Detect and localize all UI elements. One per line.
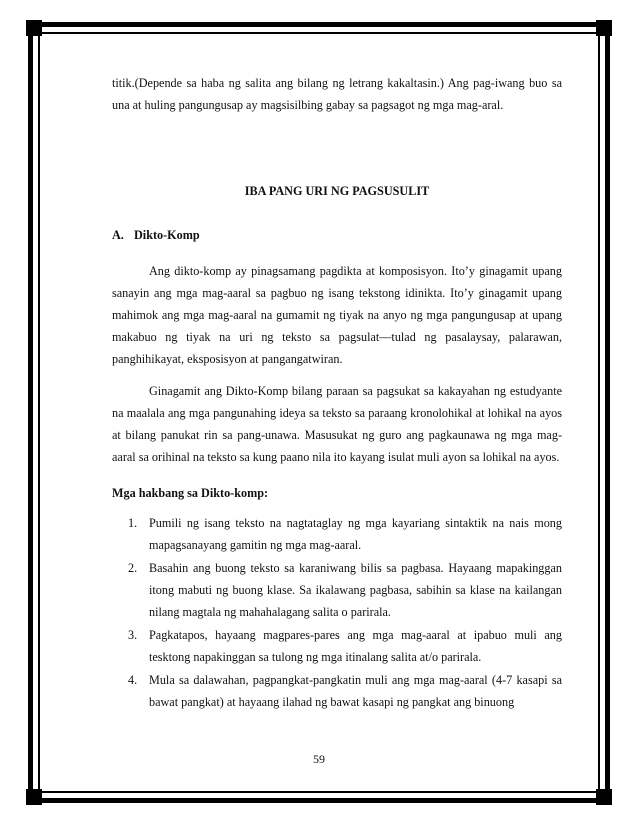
step-number: 4. [128,673,138,687]
border-corner-top-left [26,20,42,36]
step-text: Pumili ng isang teksto na nagtataglay ng mga kayariang sintaktik na nais mong mapagsanayang gamitin ng mga mag-aaral. [149,516,562,552]
step-number: 3. [128,628,138,642]
list-item [112,669,562,713]
step-text: Basahin ang buong teksto sa karaniwang bilis sa pagbasa. Hayaang mapakinggan itong mabuti ng buong klase. Sa ikalawang pagbasa, sabihin sa klase na kailangan nilang magtala ng mahahalagang salita o parirala. [149,561,562,619]
body-paragraph: Ginagamit ang Dikto-Komp bilang paraan sa pagsukat sa kakayahan ng estudyante na maalala ang mga pangunahing ideya sa teksto sa paraang kronolohikal at lohikal na ayos at bilang panukat rin sa pang-unawa. Masusukat ng guro ang pagkaunawa ng mga mag-aaral sa orihinal na teksto sa kung paano nila ito kayang isulat muli ayon sa lohikal na ayos. [112,384,562,464]
body-paragraph: Ang dikto-komp ay pinagsamang pagdikta at komposisyon. Ito’y ginagamit upang sanayin ang mga mag-aaral sa pagbuo ng isang tekstong idinikta. Ito’y ginagamit upang mahimok ang mga mag-aaral na gumamit ng tiyak na anyo ng mga pangungusap at upang makabuo ng tiyak na uri ng teksto sa pagsulat—tulad ng pasalaysay, palarawan, panghihikayat, eksposisyon at pangangatwiran. [112,264,562,366]
list-item [112,624,562,668]
border-corner-top-right [596,20,612,36]
page-content [112,72,562,714]
border-corner-bottom-left [26,789,42,805]
subsection-title: Dikto-Komp [134,228,200,242]
step-text: Pagkatapos, hayaang magpares-pares ang mga mag-aaral at ipabuo muli ang tesktong napakinggan sa tulong ng mga itinalang salita at/o parirala. [149,628,562,664]
step-number: 2. [128,561,138,575]
page-number: 59 [313,752,325,766]
subsection-heading [112,224,562,246]
step-text: Mula sa dalawahan, pagpangkat-pangkatin muli ang mga mag-aaral (4-7 kasapi sa bawat pangkat) at hayaang ilahad ng bawat kasapi ng pangkat ang binuong [149,673,562,709]
subsection-letter: A. [112,228,124,242]
steps-list [112,512,562,713]
step-number: 1. [128,516,138,530]
border-corner-bottom-right [596,789,612,805]
steps-title: Mga hakbang sa Dikto-komp: [112,486,269,500]
list-item [112,512,562,556]
intro-paragraph: titik.(Depende sa haba ng salita ang bilang ng letrang kakaltasin.) Ang pag-iwang buo sa una at huling pangungusap ay magsisilbing gabay sa pagsagot ng mga mag-aral. [112,76,562,112]
section-title: IBA PANG URI NG PAGSUSULIT [244,184,430,198]
list-item [112,557,562,623]
